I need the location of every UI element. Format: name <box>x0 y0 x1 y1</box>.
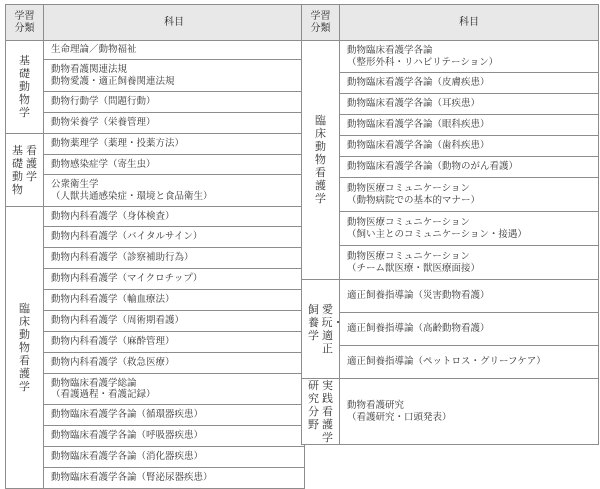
category-label-sub: 飼養学 <box>308 303 319 342</box>
table-row <box>6 92 305 113</box>
subject-cell <box>44 113 305 134</box>
subject-text: 動物内科看護学（診察補助行為） <box>51 252 194 264</box>
subject-text: （飼い主とのコミュニケーション・接遇） <box>347 228 527 240</box>
table-row <box>302 178 599 212</box>
subject-text: 適正飼養指導論（ペットロス・グリーフケア） <box>347 356 546 368</box>
subject-cell <box>44 155 305 175</box>
category-label: 臨床動物看護学 <box>315 114 326 206</box>
subject-cell <box>44 60 305 92</box>
table-row <box>302 379 599 445</box>
subject-text: 動物看護関連法規 <box>51 64 128 75</box>
category-label: 看護学 <box>26 144 37 183</box>
subject-text: 動物臨床看護学各論（腎泌尿器疾患） <box>51 472 213 484</box>
subject-cell <box>340 73 599 94</box>
table-row <box>302 73 599 94</box>
subject-cell <box>340 178 599 212</box>
table-row <box>302 136 599 157</box>
subject-text: （人獣共通感染症・環境と食品衛生） <box>51 190 213 202</box>
table-row <box>302 280 599 313</box>
table-row <box>6 175 305 207</box>
header-subject: 科目 <box>44 5 305 41</box>
table-row <box>302 94 599 115</box>
table-row <box>6 447 305 468</box>
subject-text: 動物内科看護学（輸血療法） <box>51 294 175 306</box>
subject-cell <box>340 41 599 73</box>
subject-text: 動物内科看護学（救急医療） <box>51 357 175 369</box>
subject-text: 適正飼養指導論（災害動物看護） <box>347 290 490 302</box>
category-label-sub: 基礎動物 <box>12 144 23 196</box>
table-row <box>6 468 305 489</box>
table-row <box>6 311 305 332</box>
subject-text: 動物臨床看護学各論 <box>347 45 433 56</box>
subject-text: 動物臨床看護学各論（呼吸器疾患） <box>51 430 204 442</box>
table-row <box>6 405 305 426</box>
header-row <box>6 5 305 41</box>
subject-text: （整形外科・リハビリテーション） <box>347 56 499 68</box>
table-row <box>6 290 305 311</box>
subject-text: 生命理論／動物福祉 <box>51 44 137 56</box>
table-row <box>6 269 305 290</box>
subject-cell <box>340 313 599 346</box>
subject-cell <box>44 447 305 468</box>
subject-text: 動物臨床看護学各論（耳疾患） <box>347 98 481 110</box>
table-row <box>6 332 305 353</box>
subject-cell <box>340 157 599 178</box>
subject-cell <box>340 212 599 246</box>
subject-text: 動物臨床看護学各論（循環器疾患） <box>51 409 204 421</box>
subject-cell <box>44 269 305 290</box>
table-row <box>6 113 305 134</box>
subject-cell <box>44 41 305 60</box>
table-row <box>6 227 305 248</box>
subject-text: 動物看護研究 <box>347 400 405 411</box>
subject-cell <box>340 280 599 313</box>
subject-cell <box>44 374 305 405</box>
header-category: 学習 分類 <box>6 5 44 41</box>
subject-text: （動物病院での基本的マナー） <box>347 194 481 206</box>
subject-text: 動物医療コミュニケーション <box>347 251 470 262</box>
category-cell <box>6 41 44 134</box>
subject-text: 動物臨床看護学各論（歯科疾患） <box>347 140 490 152</box>
subject-cell <box>340 379 599 445</box>
category-label-sub: 研究分野 <box>308 379 319 431</box>
category-label: 愛玩・適正 <box>321 303 344 355</box>
subject-cell <box>44 92 305 113</box>
subject-text: （看護過程・看護記録） <box>51 389 156 400</box>
subject-text: 公衆衛生学 <box>51 179 99 190</box>
subject-cell <box>44 426 305 447</box>
subject-text: 適正飼養指導論（高齢動物看護） <box>347 323 490 335</box>
subject-cell <box>44 405 305 426</box>
subject-text: 動物愛護・適正飼養関連法規 <box>51 75 175 87</box>
table-row <box>302 41 599 73</box>
subject-text: 動物内科看護学（マイクロチップ） <box>51 273 203 285</box>
subject-cell <box>44 468 305 489</box>
category-cell <box>302 379 340 445</box>
subject-cell <box>340 94 599 115</box>
subject-cell <box>44 134 305 155</box>
subject-cell <box>44 353 305 374</box>
table-row <box>6 374 305 405</box>
subject-text: 動物感染症学（寄生虫） <box>51 158 156 170</box>
subject-text: 動物薬理学（薬理・投薬方法） <box>51 138 185 150</box>
subject-text: 動物内科看護学（バイタルサイン） <box>51 231 203 243</box>
subject-cell <box>44 207 305 227</box>
subject-text: （チーム獣医療・獣医療面接） <box>347 262 481 274</box>
table-row <box>6 60 305 92</box>
subject-text: 動物臨床看護学各論（消化器疾患） <box>51 451 204 463</box>
curriculum-table-right <box>301 4 599 445</box>
category-cell <box>302 280 344 379</box>
subject-cell <box>44 290 305 311</box>
subject-cell <box>44 175 305 207</box>
subject-cell <box>340 115 599 136</box>
table-row <box>302 212 599 246</box>
subject-cell <box>44 227 305 248</box>
table-row <box>6 155 305 175</box>
category-cell <box>302 41 340 280</box>
subject-text: 動物内科看護学（周術期看護） <box>51 315 185 327</box>
subject-cell <box>340 136 599 157</box>
subject-cell <box>340 246 599 280</box>
category-label: 臨床動物看護学 <box>19 301 30 393</box>
category-cell <box>6 207 44 489</box>
subject-text: 動物臨床看護学総論 <box>51 377 137 389</box>
subject-text: 動物臨床看護学各論（眼科疾患） <box>347 119 490 131</box>
curriculum-table-left <box>5 4 305 489</box>
table-row <box>6 207 305 227</box>
table-row <box>6 41 305 60</box>
subject-text: 動物医療コミュニケーション <box>347 183 470 194</box>
header-subject: 科目 <box>340 5 599 41</box>
subject-text: 動物医療コミュニケーション <box>347 217 470 228</box>
subject-cell <box>44 311 305 332</box>
category-label: 基礎動物学 <box>19 54 30 120</box>
table-row <box>6 426 305 447</box>
subject-text: 動物行動学（問題行動） <box>51 96 156 108</box>
subject-cell <box>340 346 599 379</box>
table-row <box>302 157 599 178</box>
table-row <box>302 246 599 280</box>
category-label: 実践看護学 <box>322 379 333 444</box>
subject-cell <box>44 248 305 269</box>
header-category: 学習 分類 <box>302 5 340 41</box>
subject-text: 動物臨床看護学各論（動物のがん看護） <box>347 161 519 173</box>
subject-text: 動物内科看護学（身体検査） <box>51 210 175 222</box>
table-row <box>302 346 599 379</box>
header-row <box>302 5 599 41</box>
table-row <box>6 134 305 155</box>
subject-text: 動物栄養学（栄養管理） <box>51 117 156 129</box>
subject-text: （看護研究・口頭発表） <box>347 411 452 423</box>
subject-text: 動物内科看護学（麻酔管理） <box>51 336 175 348</box>
subject-cell <box>44 332 305 353</box>
subject-text: 動物臨床看護学各論（皮膚疾患） <box>347 77 490 89</box>
table-row <box>302 115 599 136</box>
table-row <box>6 248 305 269</box>
table-row <box>6 353 305 374</box>
category-cell <box>6 134 44 207</box>
table-row <box>302 313 599 346</box>
